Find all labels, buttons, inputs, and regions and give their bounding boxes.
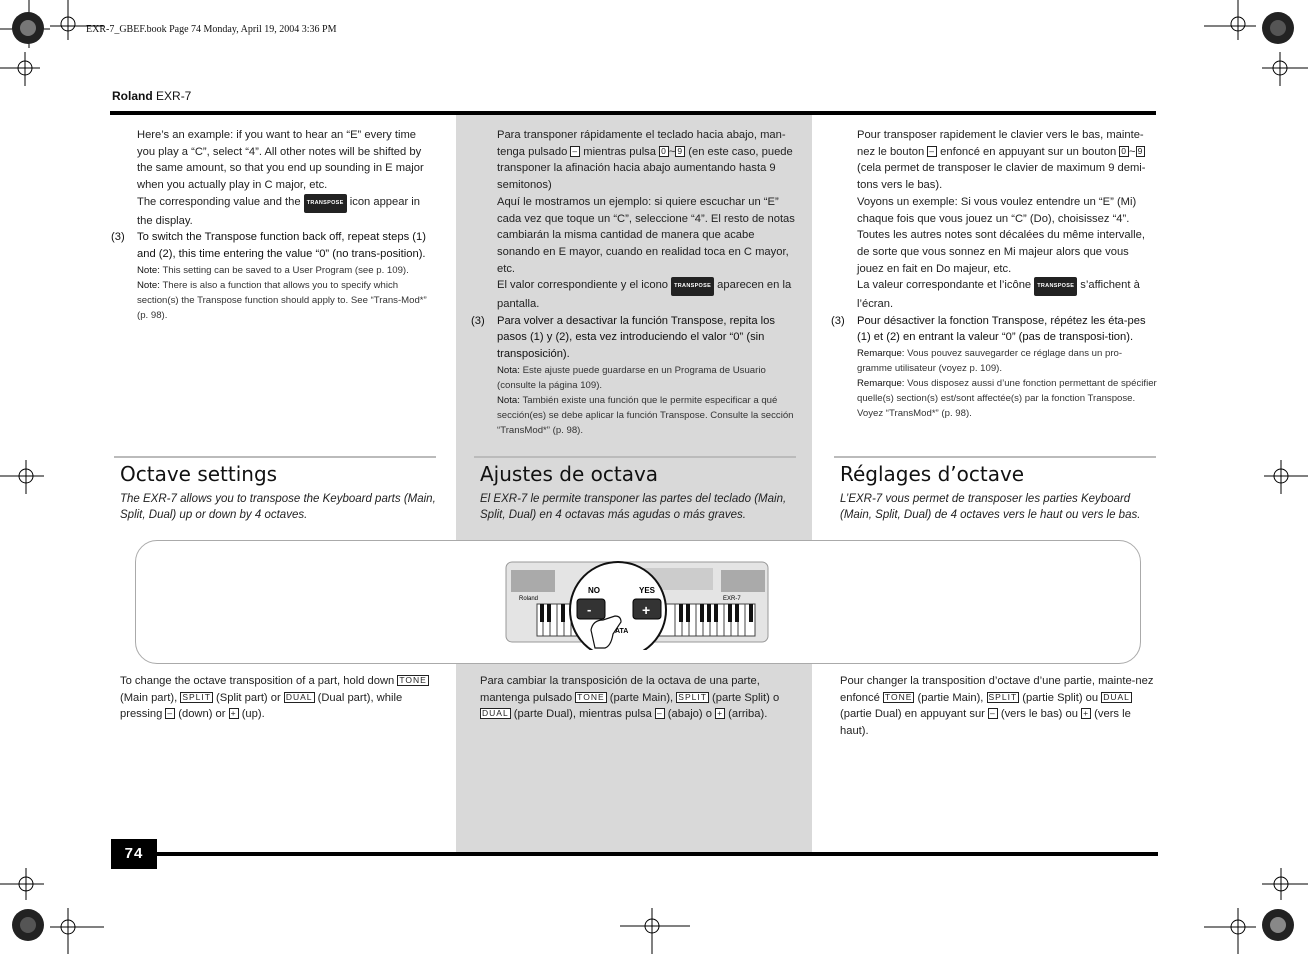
keyboard-illustration bbox=[505, 558, 771, 650]
dual-key: DUAL bbox=[1103, 691, 1130, 702]
fr-paragraph: Voyons un exemple: Si vous voulez entendre un “E” (Mi) chaque fois que vous jouez un “C” (Do), choisissez “4”. Toutes les autres notes sont décalées du même intervalle, de sorte que vous sonnez en Mi majeur alors que vous jouez en fait en Do majeur, etc. bbox=[857, 195, 1145, 275]
minus-key: – bbox=[167, 708, 174, 719]
transpose-icon: TRANSPOSE bbox=[304, 194, 347, 213]
minus-key: – bbox=[990, 708, 996, 719]
zero-key: 0 bbox=[661, 145, 667, 156]
minus-key: – bbox=[929, 145, 936, 156]
tone-key: TONE bbox=[577, 691, 605, 702]
no-label: NO bbox=[588, 586, 600, 595]
transpose-icon: TRANSPOSE bbox=[671, 277, 714, 296]
section-intro-es: El EXR-7 le permite transponer las partes del teclado (Main, Split, Dual) en 4 octavas más agudas o más graves. bbox=[480, 493, 787, 521]
english-bottom-text: To change the octave transposition of a part, hold down TONE (Main part), SPLIT (Split part) or DUAL (Dual part), while pressing – (down) or + (up). bbox=[120, 675, 427, 721]
printer-line: EXR-7_GBEF.book Page 74 Monday, April 19, 2004 3:36 PM bbox=[86, 24, 337, 35]
spanish-top-text bbox=[471, 127, 797, 438]
plus-key: + bbox=[717, 708, 724, 719]
svg-text:+: + bbox=[642, 602, 651, 618]
data-label: ATA bbox=[615, 628, 629, 635]
split-key: SPLIT bbox=[182, 691, 211, 702]
brand-name: Roland bbox=[112, 89, 153, 103]
fr-paragraph: La valeur correspondante et l’icône TRANSPOSE s’affichent à l’écran. bbox=[857, 279, 1140, 311]
model-name: EXR-7 bbox=[156, 89, 192, 103]
dual-key: DUAL bbox=[285, 691, 313, 702]
section-intro-fr: L’EXR-7 vous permet de transposer les parties Keyboard (Main, Split, Dual) de 4 octaves vers le haut ou vers le bas. bbox=[840, 493, 1141, 521]
en-note: Note: This setting can be saved to a User Program (see p. 109). bbox=[137, 264, 409, 276]
es-paragraph: Para transponer rápidamente el teclado hacia abajo, man-tenga pulsado – mientras pulsa 0 ~ 9 (en este caso, puede transponer la afinación hacia abajo aumentando hasta 9 semitonos) bbox=[497, 129, 793, 192]
fr-note: Remarque: Vous pouvez sauvegarder ce réglage dans un pro-gramme utilisateur (voyez p. 109). bbox=[857, 348, 1123, 375]
en-paragraph: Here’s an example: if you want to hear an “E” every time you play a “C”, select “4”. All other notes will be shifted by the same amount, so that you end up sounding in E major when you actually play in C major, etc. bbox=[137, 129, 424, 192]
split-key: SPLIT bbox=[678, 691, 707, 702]
figure-brand: Roland bbox=[519, 596, 539, 602]
en-paragraph: The corresponding value and the TRANSPOSE icon appear in the display. bbox=[137, 195, 421, 227]
spanish-bottom-text: Para cambiar la transposición de la octava de una parte, mantenga pulsado TONE (parte Main), SPLIT (parte Split) o DUAL (parte Dual), mientras pulsa – (abajo) o + (arriba). bbox=[480, 675, 780, 721]
plus-key: + bbox=[1083, 708, 1090, 719]
dual-key: DUAL bbox=[482, 708, 509, 719]
yes-label: YES bbox=[639, 586, 656, 595]
minus-key: – bbox=[572, 145, 579, 156]
transpose-icon: TRANSPOSE bbox=[1034, 277, 1077, 296]
svg-text:-: - bbox=[587, 602, 592, 617]
section-intro-en: The EXR-7 allows you to transpose the Keyboard parts (Main, Split, Dual) up or down by 4 octaves. bbox=[120, 493, 436, 521]
fr-paragraph: Pour transposer rapidement le clavier vers le bas, mainte-nez le bouton – enfoncé en appuyant sur un bouton 0 ~ 9 (cela permet de transposer le clavier de maximum 9 demi-tons vers le bas). bbox=[857, 129, 1146, 192]
es-step-3: (3) Para volver a desactivar la función Transpose, repita los pasos (1) y (2), esta vez introduciendo el valor “0” (sin transposición). bbox=[471, 314, 775, 361]
fr-note: Remarque: Vous disposez aussi d’une fonction permettant de spécifier quelle(s) section(s) est/sont affectée(s) par la fonction Transpose. Voyez “TransMod*” (p. 98). bbox=[857, 378, 1157, 420]
es-paragraph: El valor correspondiente y el icono TRANSPOSE aparecen en la pantalla. bbox=[497, 279, 792, 311]
zero-key: 0 bbox=[1121, 145, 1128, 156]
plus-key: + bbox=[230, 708, 237, 719]
nine-key: 9 bbox=[677, 145, 684, 156]
tone-key: TONE bbox=[884, 691, 913, 702]
en-note: Note: There is also a function that allows you to specify which section(s) the Transpose function should apply to. See “Trans-Mod*” (p. 98). bbox=[137, 279, 427, 321]
en-step-3: (3) To switch the Transpose function back off, repeat steps (1) and (2), this time entering the value “0” (no trans-position). bbox=[111, 231, 426, 260]
figure-model: EXR-7 bbox=[723, 596, 741, 602]
es-note: Nota: Este ajuste puede guardarse en un Programa de Usuario (consulte la página 109). bbox=[497, 364, 766, 391]
page-number: 74 bbox=[111, 839, 157, 869]
section-heading-fr: Réglages d’octave bbox=[840, 462, 1025, 486]
split-key: SPLIT bbox=[988, 691, 1018, 702]
section-rule bbox=[474, 456, 796, 458]
nine-key: 9 bbox=[1137, 145, 1144, 156]
brand-header bbox=[112, 89, 191, 103]
french-bottom-text: Pour changer la transposition d’octave d’une partie, mainte-nez enfoncé TONE (partie Main), SPLIT (partie Split) ou DUAL (partie Dual) en appuyant sur – (vers le bas) ou + (vers le haut). bbox=[840, 675, 1154, 738]
fr-step-3: (3) Pour désactiver la fonction Transpose, répétez les éta-pes (1) et (2) en entrant la valeur “0” (pas de transposi-tion). bbox=[831, 314, 1146, 344]
minus-key: – bbox=[656, 708, 663, 719]
tone-key: TONE bbox=[399, 675, 427, 685]
section-rule bbox=[834, 456, 1156, 458]
section-heading-es: Ajustes de octava bbox=[480, 462, 659, 486]
es-note: Nota: También existe una función que le permite especificar a qué sección(es) se debe aplicar la función Transpose. Consulte la sección “TransMod*” (p. 98). bbox=[497, 394, 794, 436]
french-top-text bbox=[831, 127, 1157, 421]
english-top-text bbox=[111, 127, 437, 323]
section-heading-en: Octave settings bbox=[120, 462, 278, 486]
es-paragraph: Aquí le mostramos un ejemplo: si quiere escuchar un “E” cada vez que toque un “C”, seleccione “4”. El resto de notas cambiarán la misma cantidad de manera que acabe sonando en E mayor, cuando en realidad toca en C mayor, etc. bbox=[497, 195, 795, 275]
section-rule bbox=[114, 456, 436, 458]
bottom-rule bbox=[156, 852, 1158, 856]
